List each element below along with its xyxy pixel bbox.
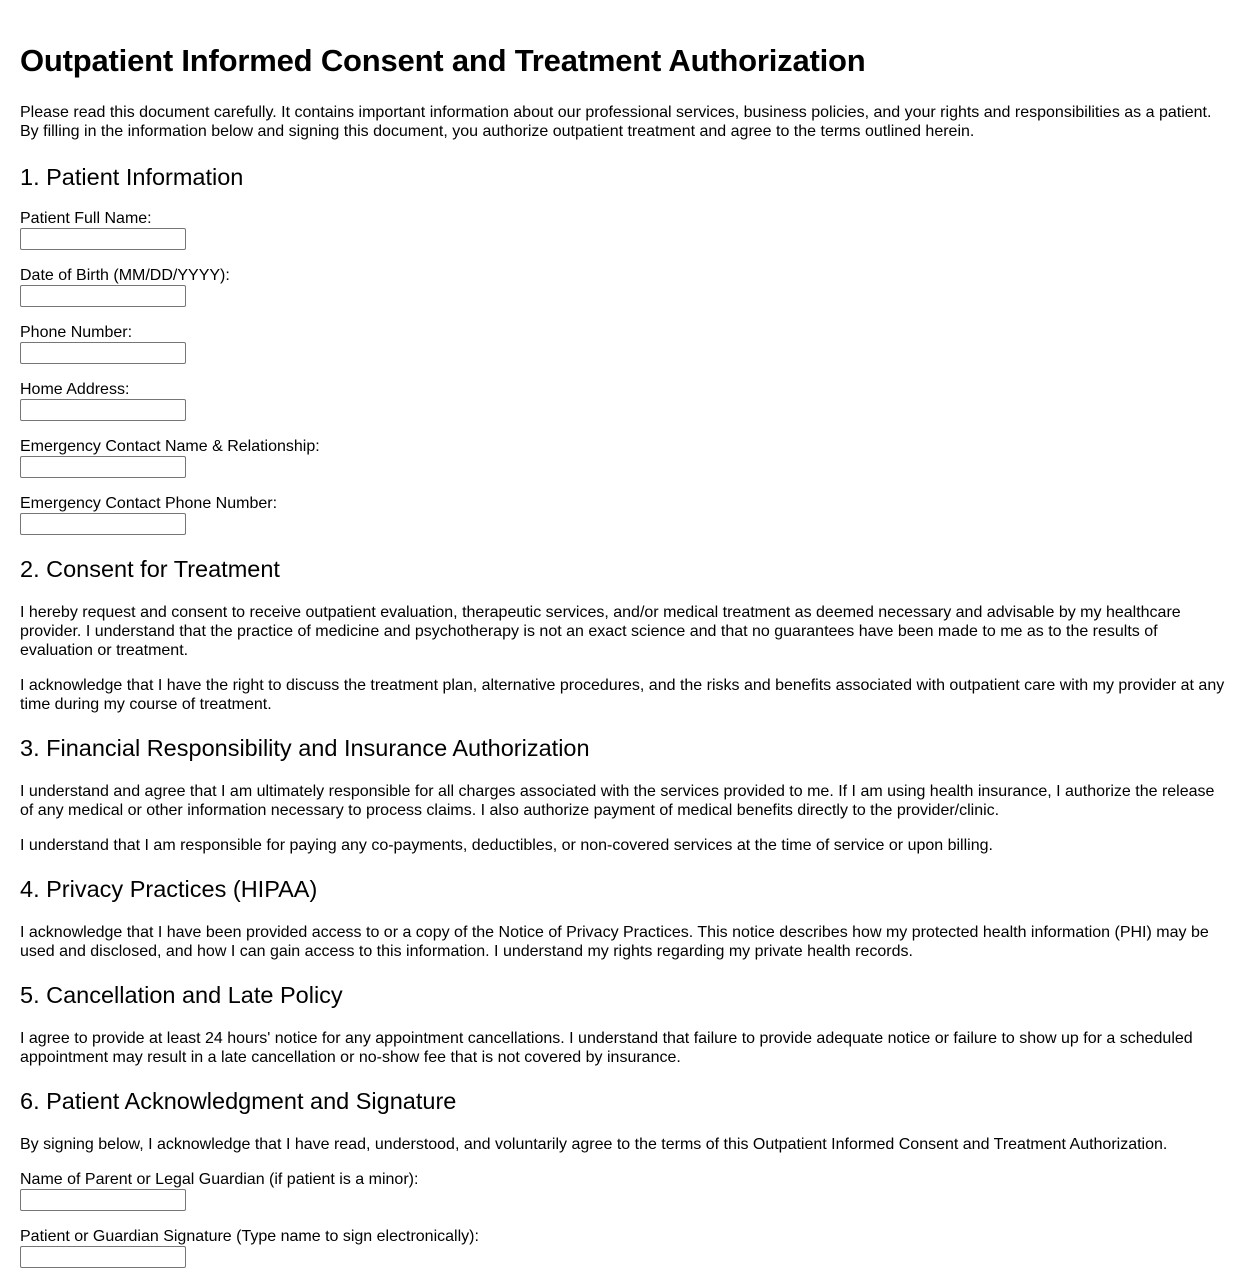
field-emergency-contact-phone — [20, 494, 1227, 535]
patient-full-name-input[interactable] — [20, 228, 186, 250]
phone-number-label: Phone Number: — [20, 324, 133, 341]
cancellation-paragraph-1: I agree to provide at least 24 hours' notice for any appointment cancellations. I understand that failure to provide adequate notice or failure to show up for a scheduled appointment may result in a late cancellation or no-show fee that is not covered by insurance. — [20, 1030, 1193, 1066]
intro-text — [20, 103, 1227, 141]
acknowledgment-paragraph-1: By signing below, I acknowledge that I have read, understood, and voluntarily agree to the terms of this Outpatient Informed Consent and Treatment Authorization. — [20, 1136, 1168, 1153]
date-of-birth-label: Date of Birth (MM/DD/YYYY): — [20, 267, 230, 284]
date-of-birth-input[interactable] — [20, 285, 186, 307]
phone-number-input[interactable] — [20, 342, 186, 364]
emergency-contact-name-label: Emergency Contact Name & Relationship: — [20, 438, 320, 455]
field-guardian-name — [20, 1170, 1227, 1211]
field-patient-full-name — [20, 209, 1227, 250]
page-title: Outpatient Informed Consent and Treatment Authorization — [20, 43, 866, 78]
emergency-contact-phone-input[interactable] — [20, 513, 186, 535]
field-signature — [20, 1227, 1227, 1268]
field-emergency-contact-name — [20, 437, 1227, 478]
signature-input[interactable] — [20, 1246, 186, 1268]
privacy-paragraph-1: I acknowledge that I have been provided access to or a copy of the Notice of Privacy Practices. This notice describes how my protected health information (PHI) may be used and disclosed, and how I can gain access to this information. I understand my rights regarding my private health records. — [20, 924, 1209, 960]
field-date-of-birth — [20, 266, 1227, 307]
section-heading-financial-responsibility: 3. Financial Responsibility and Insurance Authorization — [20, 735, 590, 761]
signature-label: Patient or Guardian Signature (Type name to sign electronically): — [20, 1228, 479, 1245]
consent-paragraph-2: I acknowledge that I have the right to discuss the treatment plan, alternative procedures, and the risks and benefits associated with outpatient care with my provider at any time during my course of treatment. — [20, 677, 1225, 713]
financial-paragraph-1: I understand and agree that I am ultimately responsible for all charges associated with the services provided to me. If I am using health insurance, I authorize the release of any medical or other information necessary to process claims. I also authorize payment of medical benefits directly to the provider/clinic. — [20, 783, 1215, 819]
intro-line-2: By filling in the information below and signing this document, you authorize outpatient treatment and agree to the terms outlined herein. — [20, 123, 975, 140]
section-heading-acknowledgment-signature: 6. Patient Acknowledgment and Signature — [20, 1088, 457, 1114]
section-heading-privacy-practices: 4. Privacy Practices (HIPAA) — [20, 876, 318, 902]
field-home-address — [20, 380, 1227, 421]
financial-paragraph-2: I understand that I am responsible for paying any co-payments, deductibles, or non-covered services at the time of service or upon billing. — [20, 837, 993, 854]
guardian-name-input[interactable] — [20, 1189, 186, 1211]
home-address-label: Home Address: — [20, 381, 130, 398]
section-heading-patient-information: 1. Patient Information — [20, 164, 244, 190]
consent-paragraph-1: I hereby request and consent to receive outpatient evaluation, therapeutic services, and/or medical treatment as deemed necessary and advisable by my healthcare provider. I understand that the practice of medicine and psychotherapy is not an exact science and that no guarantees have been made to me as to the results of evaluation or treatment. — [20, 604, 1181, 659]
guardian-name-label: Name of Parent or Legal Guardian (if patient is a minor): — [20, 1171, 419, 1188]
section-heading-cancellation-policy: 5. Cancellation and Late Policy — [20, 982, 343, 1008]
home-address-input[interactable] — [20, 399, 186, 421]
emergency-contact-name-input[interactable] — [20, 456, 186, 478]
patient-full-name-label: Patient Full Name: — [20, 210, 152, 227]
section-heading-consent-for-treatment: 2. Consent for Treatment — [20, 556, 280, 582]
emergency-contact-phone-label: Emergency Contact Phone Number: — [20, 495, 278, 512]
field-phone-number — [20, 323, 1227, 364]
intro-line-1: Please read this document carefully. It contains important information about our professional services, business policies, and your rights and responsibilities as a patient. — [20, 104, 1212, 121]
